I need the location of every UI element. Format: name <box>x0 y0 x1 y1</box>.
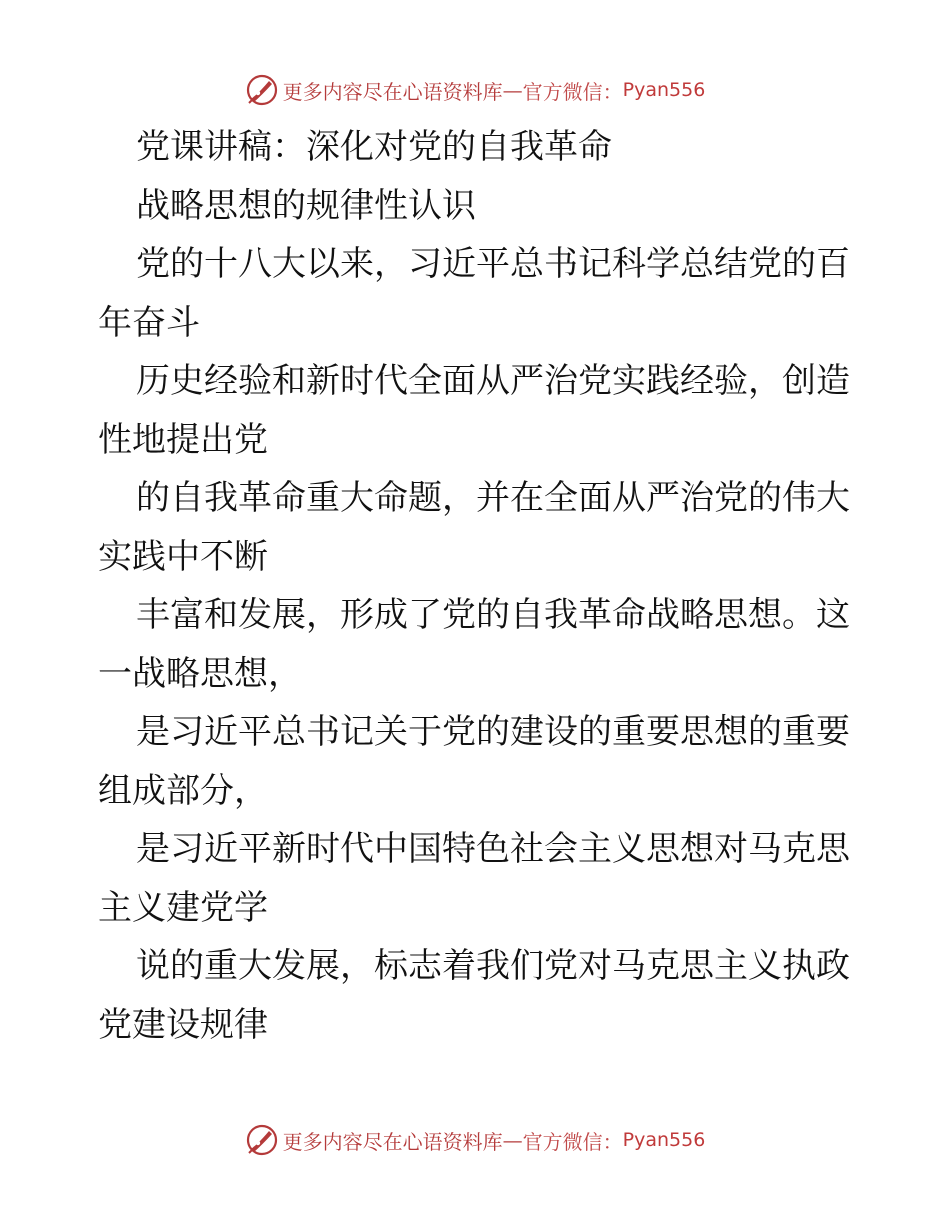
pen-nib-logo-icon <box>245 73 279 107</box>
banner-dash: — <box>502 78 523 102</box>
paragraph-line: 党的十八大以来，习近平总书记科学总结党的百年奋斗 <box>98 244 850 343</box>
paragraph-line: 历史经验和新时代全面从严治党实践经验，创造性地提出党 <box>98 361 850 460</box>
banner-wechat-label: 官方微信： <box>522 1129 623 1154</box>
banner-dash: — <box>502 1128 523 1152</box>
header-banner <box>0 70 950 110</box>
paragraph-line: 说的重大发展，标志着我们党对马克思主义执政党建设规律 <box>98 946 850 1045</box>
title-line-2: 战略思想的规律性认识 <box>136 185 476 226</box>
paragraph-line: 是习近平新时代中国特色社会主义思想对马克思主义建党学 <box>98 829 850 928</box>
banner-wechat-id: Pyan556 <box>622 1129 706 1151</box>
banner-wechat-label: 官方微信： <box>522 79 623 104</box>
paragraph-line: 的自我革命重大命题，并在全面从严治党的伟大实践中不断 <box>98 478 850 577</box>
banner-wechat-id: Pyan556 <box>622 79 706 101</box>
footer-banner <box>0 1120 950 1160</box>
banner-site-text: 更多内容尽在心语资料库 <box>282 79 503 104</box>
paragraph-line: 是习近平总书记关于党的建设的重要思想的重要组成部分， <box>98 712 850 811</box>
pen-nib-logo-icon <box>245 1123 279 1157</box>
banner-site-text: 更多内容尽在心语资料库 <box>282 1129 503 1154</box>
paragraph-line: 丰富和发展，形成了党的自我革命战略思想。这一战略思想， <box>98 595 850 694</box>
document-body <box>98 118 858 1054</box>
title-line-1: 党课讲稿：深化对党的自我革命 <box>136 127 612 167</box>
